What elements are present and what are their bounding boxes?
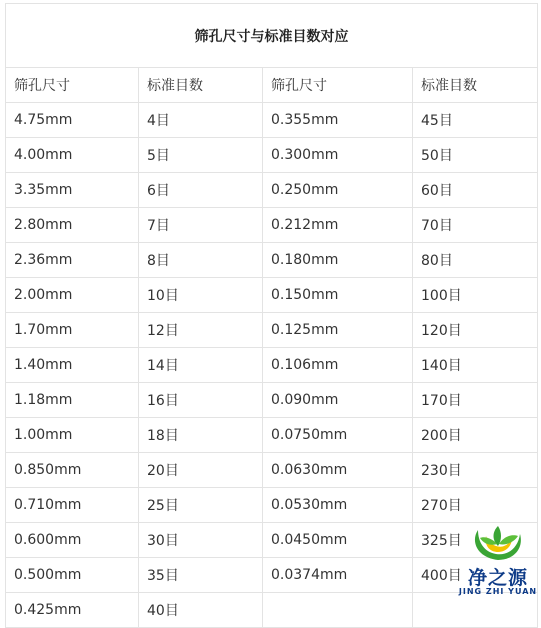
aperture-cell: 0.0450mm [263, 523, 413, 558]
aperture-cell: 4.00mm [6, 138, 139, 173]
mesh-cell: 230目 [413, 453, 538, 488]
mesh-cell: 80目 [413, 243, 538, 278]
table-row [6, 453, 538, 488]
mesh-cell: 12目 [139, 313, 263, 348]
aperture-cell: 0.250mm [263, 173, 413, 208]
leaf-logo-icon [468, 524, 528, 564]
mesh-cell: 35目 [139, 558, 263, 593]
table-row [6, 313, 538, 348]
mesh-cell: 5目 [139, 138, 263, 173]
mesh-cell: 7目 [139, 208, 263, 243]
mesh-cell: 140目 [413, 348, 538, 383]
aperture-cell: 0.180mm [263, 243, 413, 278]
table-row [6, 138, 538, 173]
mesh-cell: 18目 [139, 418, 263, 453]
table-title-row [6, 4, 538, 68]
mesh-cell: 45目 [413, 103, 538, 138]
mesh-cell: 8目 [139, 243, 263, 278]
aperture-cell: 0.150mm [263, 278, 413, 313]
mesh-cell: 40目 [139, 593, 263, 628]
aperture-cell: 0.212mm [263, 208, 413, 243]
mesh-cell: 10目 [139, 278, 263, 313]
aperture-cell: 0.106mm [263, 348, 413, 383]
mesh-cell: 120目 [413, 313, 538, 348]
header-mesh-left: 标准目数 [139, 68, 263, 103]
aperture-cell: 0.300mm [263, 138, 413, 173]
table-row [6, 348, 538, 383]
mesh-cell: 4目 [139, 103, 263, 138]
aperture-cell: 0.850mm [6, 453, 139, 488]
aperture-cell: 3.35mm [6, 173, 139, 208]
table-row [6, 243, 538, 278]
aperture-cell: 0.0750mm [263, 418, 413, 453]
table-row [6, 208, 538, 243]
table-title: 筛孔尺寸与标准目数对应 [6, 4, 538, 68]
mesh-cell: 16目 [139, 383, 263, 418]
table-header-row [6, 68, 538, 103]
mesh-cell: 30目 [139, 523, 263, 558]
aperture-cell: 1.40mm [6, 348, 139, 383]
mesh-cell: 270目 [413, 488, 538, 523]
mesh-cell: 200目 [413, 418, 538, 453]
mesh-cell: 70目 [413, 208, 538, 243]
mesh-cell: 100目 [413, 278, 538, 313]
aperture-cell: 2.00mm [6, 278, 139, 313]
logo-subtitle: JING ZHI YUAN [458, 587, 538, 596]
header-mesh-right: 标准目数 [413, 68, 538, 103]
aperture-cell: 0.0530mm [263, 488, 413, 523]
aperture-cell: 2.80mm [6, 208, 139, 243]
mesh-cell: 25目 [139, 488, 263, 523]
aperture-cell: 0.355mm [263, 103, 413, 138]
aperture-cell: 2.36mm [6, 243, 139, 278]
mesh-cell: 50目 [413, 138, 538, 173]
aperture-cell: 1.00mm [6, 418, 139, 453]
aperture-cell: 0.090mm [263, 383, 413, 418]
aperture-cell: 1.70mm [6, 313, 139, 348]
aperture-cell: 1.18mm [6, 383, 139, 418]
aperture-cell: 0.600mm [6, 523, 139, 558]
header-aperture-left: 筛孔尺寸 [6, 68, 139, 103]
mesh-cell: 6目 [139, 173, 263, 208]
table-row [6, 383, 538, 418]
mesh-cell: 400目 [413, 558, 538, 593]
aperture-cell: 0.425mm [6, 593, 139, 628]
mesh-cell: 14目 [139, 348, 263, 383]
table-row [6, 488, 538, 523]
aperture-cell: 0.710mm [6, 488, 139, 523]
aperture-cell: 0.0630mm [263, 453, 413, 488]
aperture-cell [263, 593, 413, 628]
mesh-cell: 60目 [413, 173, 538, 208]
header-aperture-right: 筛孔尺寸 [263, 68, 413, 103]
table-row [6, 418, 538, 453]
mesh-cell: 170目 [413, 383, 538, 418]
logo-name: 净之源 [467, 567, 528, 589]
aperture-cell: 4.75mm [6, 103, 139, 138]
brand-logo [458, 524, 538, 600]
mesh-cell: 20目 [139, 453, 263, 488]
table-row [6, 103, 538, 138]
table-row [6, 278, 538, 313]
mesh-cell: 325目 [413, 523, 538, 558]
aperture-cell: 0.0374mm [263, 558, 413, 593]
table-row [6, 173, 538, 208]
aperture-cell: 0.500mm [6, 558, 139, 593]
aperture-cell: 0.125mm [263, 313, 413, 348]
